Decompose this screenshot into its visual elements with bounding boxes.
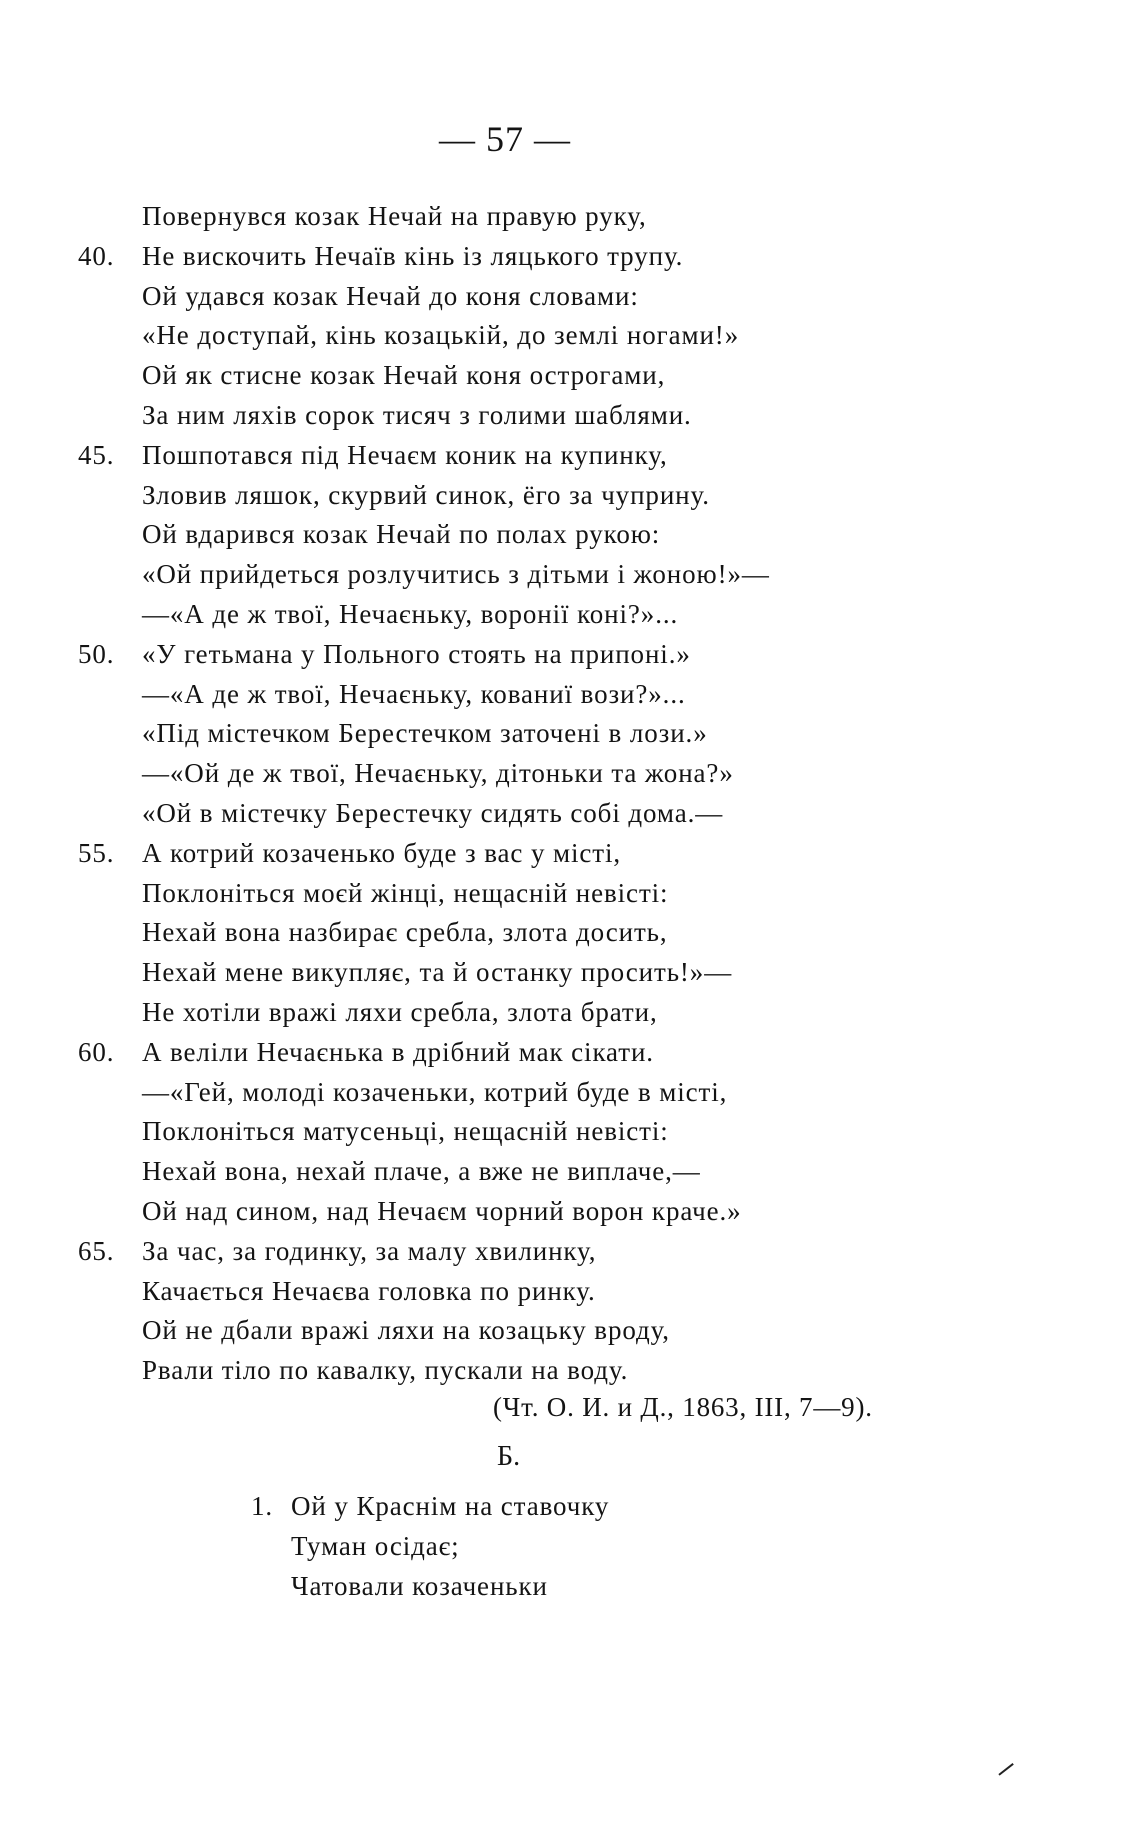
verse-line [78, 316, 978, 356]
verse-line [78, 277, 978, 317]
line-text: «У гетьмана у Польного стоять на припоні.» [142, 638, 691, 669]
section-title: Б. [497, 1441, 521, 1472]
line-number: 1. [251, 1491, 274, 1521]
verse-line [78, 237, 978, 277]
line-text: «Під містечком Берестечком заточені в лози.» [142, 718, 708, 749]
line-text: А веліли Нечаєнька в дрібний мак сікати. [142, 1036, 654, 1067]
line-text: Ой удався козак Нечай до коня словами: [142, 280, 639, 311]
line-text: За час, за годинку, за малу хвилинку, [142, 1235, 597, 1266]
line-text: «Ой прийдеться розлучитись з дітьми і жоною!»— [142, 559, 770, 590]
poem-a [78, 197, 978, 1391]
verse-line [78, 635, 978, 675]
verse-line [78, 396, 978, 436]
scan-mark [998, 1763, 1015, 1778]
line-number: 60. [78, 1036, 115, 1067]
verse-line [78, 754, 978, 794]
line-text: Ой над сином, над Нечаєм чорний ворон краче.» [142, 1195, 742, 1226]
verse-line [78, 714, 978, 754]
verse-line [78, 1232, 978, 1272]
line-text: Чатовали козаченьки [291, 1570, 548, 1601]
verse-line [78, 794, 978, 834]
verse-line [78, 555, 978, 595]
line-number: 50. [78, 638, 115, 669]
line-number: 40. [78, 240, 115, 271]
verse-line [78, 476, 978, 516]
verse-line [78, 595, 978, 635]
line-text: Повернувся козак Нечай на правую руку, [142, 201, 647, 231]
line-number: 65. [78, 1235, 115, 1266]
line-number: 45. [78, 439, 115, 470]
line-text: Нехай вона, нехай плаче, а вже не виплаче,— [142, 1156, 701, 1187]
verse-line [78, 1192, 978, 1232]
verse-line [78, 675, 978, 715]
line-text: За ним ляхів сорок тисяч з голими шаблями. [142, 399, 692, 430]
verse-line [78, 356, 978, 396]
line-text: Не вискочить Нечаїв кінь із ляцького трупу. [142, 240, 684, 271]
verse-line [78, 834, 978, 874]
verse-line [78, 953, 978, 993]
line-text: Не хотіли вражі ляхи сребла, злота брати, [142, 996, 658, 1027]
verse-line [78, 913, 978, 953]
verse-line [78, 515, 978, 555]
verse-line [78, 1351, 978, 1391]
verse-line [78, 1033, 978, 1073]
verse-line [251, 1567, 851, 1607]
line-number: 55. [78, 837, 115, 868]
line-text: Нехай мене викупляє, та й останку просить!»— [142, 957, 733, 988]
line-text: Туман осідає; [291, 1530, 460, 1561]
poem-b [251, 1487, 851, 1606]
line-text: Пошпотався під Нечаєм коник на купинку, [142, 439, 668, 470]
verse-line [78, 197, 978, 237]
line-text: Поклоніться моєй жінці, нещасній невісті: [142, 877, 669, 908]
line-text: Ой вдарився козак Нечай по полах рукою: [142, 519, 661, 550]
line-text: «Ой в містечку Берестечку сидять собі дома.— [142, 797, 724, 828]
line-text: А котрий козаченько буде з вас у місті, [142, 837, 622, 868]
line-text: Ой як стисне козак Нечай коня острогами, [142, 360, 666, 391]
page-number: — 57 — [439, 119, 571, 159]
line-text: Нехай вона назбирає сребла, злота досить, [142, 917, 668, 948]
verse-line [78, 993, 978, 1033]
verse-line [78, 1112, 978, 1152]
line-text: Качається Нечаєва головка по ринку. [142, 1275, 596, 1306]
line-text: —«А де ж твої, Нечаєньку, воронії коні?»... [142, 598, 679, 629]
verse-line [251, 1527, 851, 1567]
verse-line [78, 436, 978, 476]
verse-line [78, 1152, 978, 1192]
source-citation: (Чт. О. И. и Д., 1863, III, 7—9). [493, 1392, 873, 1422]
line-text: Ой у Краснім на ставочку [291, 1491, 610, 1521]
line-text: —«Гей, молоді козаченьки, котрий буде в місті, [142, 1076, 728, 1107]
verse-line [251, 1487, 851, 1527]
line-text: Рвали тіло по кавалку, пускали на воду. [142, 1355, 629, 1386]
line-text: Поклоніться матусеньці, нещасній невісті: [142, 1116, 669, 1147]
line-text: —«Ой де ж твої, Нечаєньку, дітоньки та жона?» [142, 758, 734, 789]
verse-line [78, 1073, 978, 1113]
line-text: «Не доступай, кінь козацькій, до землі ногами!» [142, 320, 740, 351]
line-text: Ой не дбали вражі ляхи на козацьку вроду, [142, 1315, 670, 1346]
verse-line [78, 1272, 978, 1312]
line-text: —«А де ж твої, Нечаєньку, кованиї вози?»... [142, 678, 686, 709]
verse-line [78, 1311, 978, 1351]
line-text: Зловив ляшок, скурвий синок, ёго за чуприну. [142, 479, 710, 510]
verse-line [78, 874, 978, 914]
